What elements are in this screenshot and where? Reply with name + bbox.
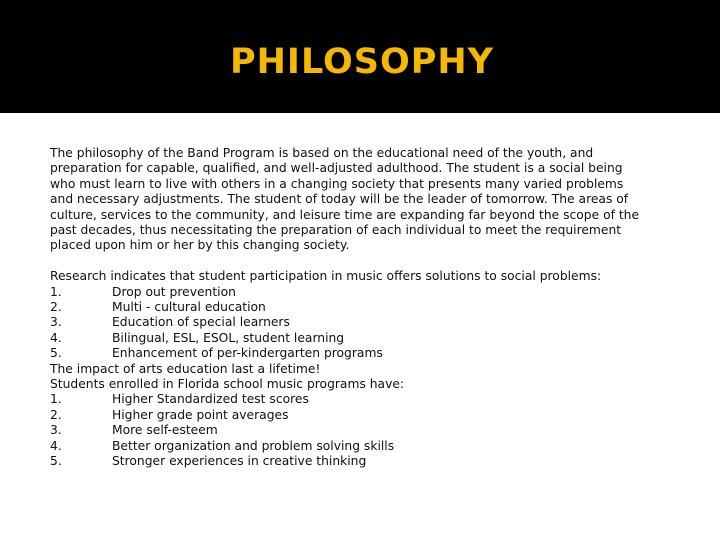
impact-line: The impact of arts education last a lifetime! xyxy=(50,361,321,376)
list-text: Education of special learners xyxy=(112,315,290,330)
list-text: Better organization and problem solving skills xyxy=(112,438,395,453)
list-item xyxy=(50,439,680,454)
list-number: 2. xyxy=(50,407,62,422)
list-text: Enhancement of per-kindergarten programs xyxy=(112,346,383,361)
slide-body xyxy=(50,146,680,470)
list-number: 1. xyxy=(50,392,62,407)
list-text: Stronger experiences in creative thinking xyxy=(112,454,367,469)
list-number: 4. xyxy=(50,438,62,453)
list-item xyxy=(50,331,680,346)
list-item xyxy=(50,408,680,423)
list-item xyxy=(50,315,680,330)
philosophy-paragraph xyxy=(50,146,680,254)
list-number: 1. xyxy=(50,284,62,299)
list-text: Drop out prevention xyxy=(112,284,236,299)
research-intro: Research indicates that student participation in music offers solutions to social problems: xyxy=(50,269,602,284)
paragraph-line: and necessary adjustments. The student of today will be the leader of tomorrow. The areas of xyxy=(50,192,629,207)
paragraph-line: who must learn to live with others in a changing society that presents many varied problems xyxy=(50,176,624,191)
list-item xyxy=(50,423,680,438)
paragraph-line: placed upon him or her by this changing society. xyxy=(50,238,350,253)
list-number: 3. xyxy=(50,315,62,330)
florida-intro: Students enrolled in Florida school music programs have: xyxy=(50,377,405,392)
list-number: 3. xyxy=(50,423,62,438)
list-text: Multi - cultural education xyxy=(112,300,266,315)
list-item xyxy=(50,392,680,407)
paragraph-line: The philosophy of the Band Program is based on the educational need of the youth, and xyxy=(50,146,594,160)
paragraph-line: preparation for capable, qualified, and well-adjusted adulthood. The student is a social being xyxy=(50,161,623,176)
list-text: Bilingual, ESL, ESOL, student learning xyxy=(112,330,345,345)
list-number: 4. xyxy=(50,330,62,345)
list-item xyxy=(50,285,680,300)
list-number: 2. xyxy=(50,300,62,315)
list-number: 5. xyxy=(50,454,62,469)
list-number: 5. xyxy=(50,346,62,361)
list-text: Higher grade point averages xyxy=(112,407,289,422)
list-item xyxy=(50,300,680,315)
paragraph-line: culture, services to the community, and leisure time are expanding far beyond the scope of the xyxy=(50,207,640,222)
list-text: Higher Standardized test scores xyxy=(112,392,309,407)
list-item xyxy=(50,454,680,469)
paragraph-line: past decades, thus necessitating the preparation of each individual to meet the requirement xyxy=(50,223,622,238)
list-text: More self-esteem xyxy=(112,423,218,438)
research-section xyxy=(50,269,680,469)
list-item xyxy=(50,346,680,361)
slide-title: PHILOSOPHY xyxy=(229,42,495,82)
